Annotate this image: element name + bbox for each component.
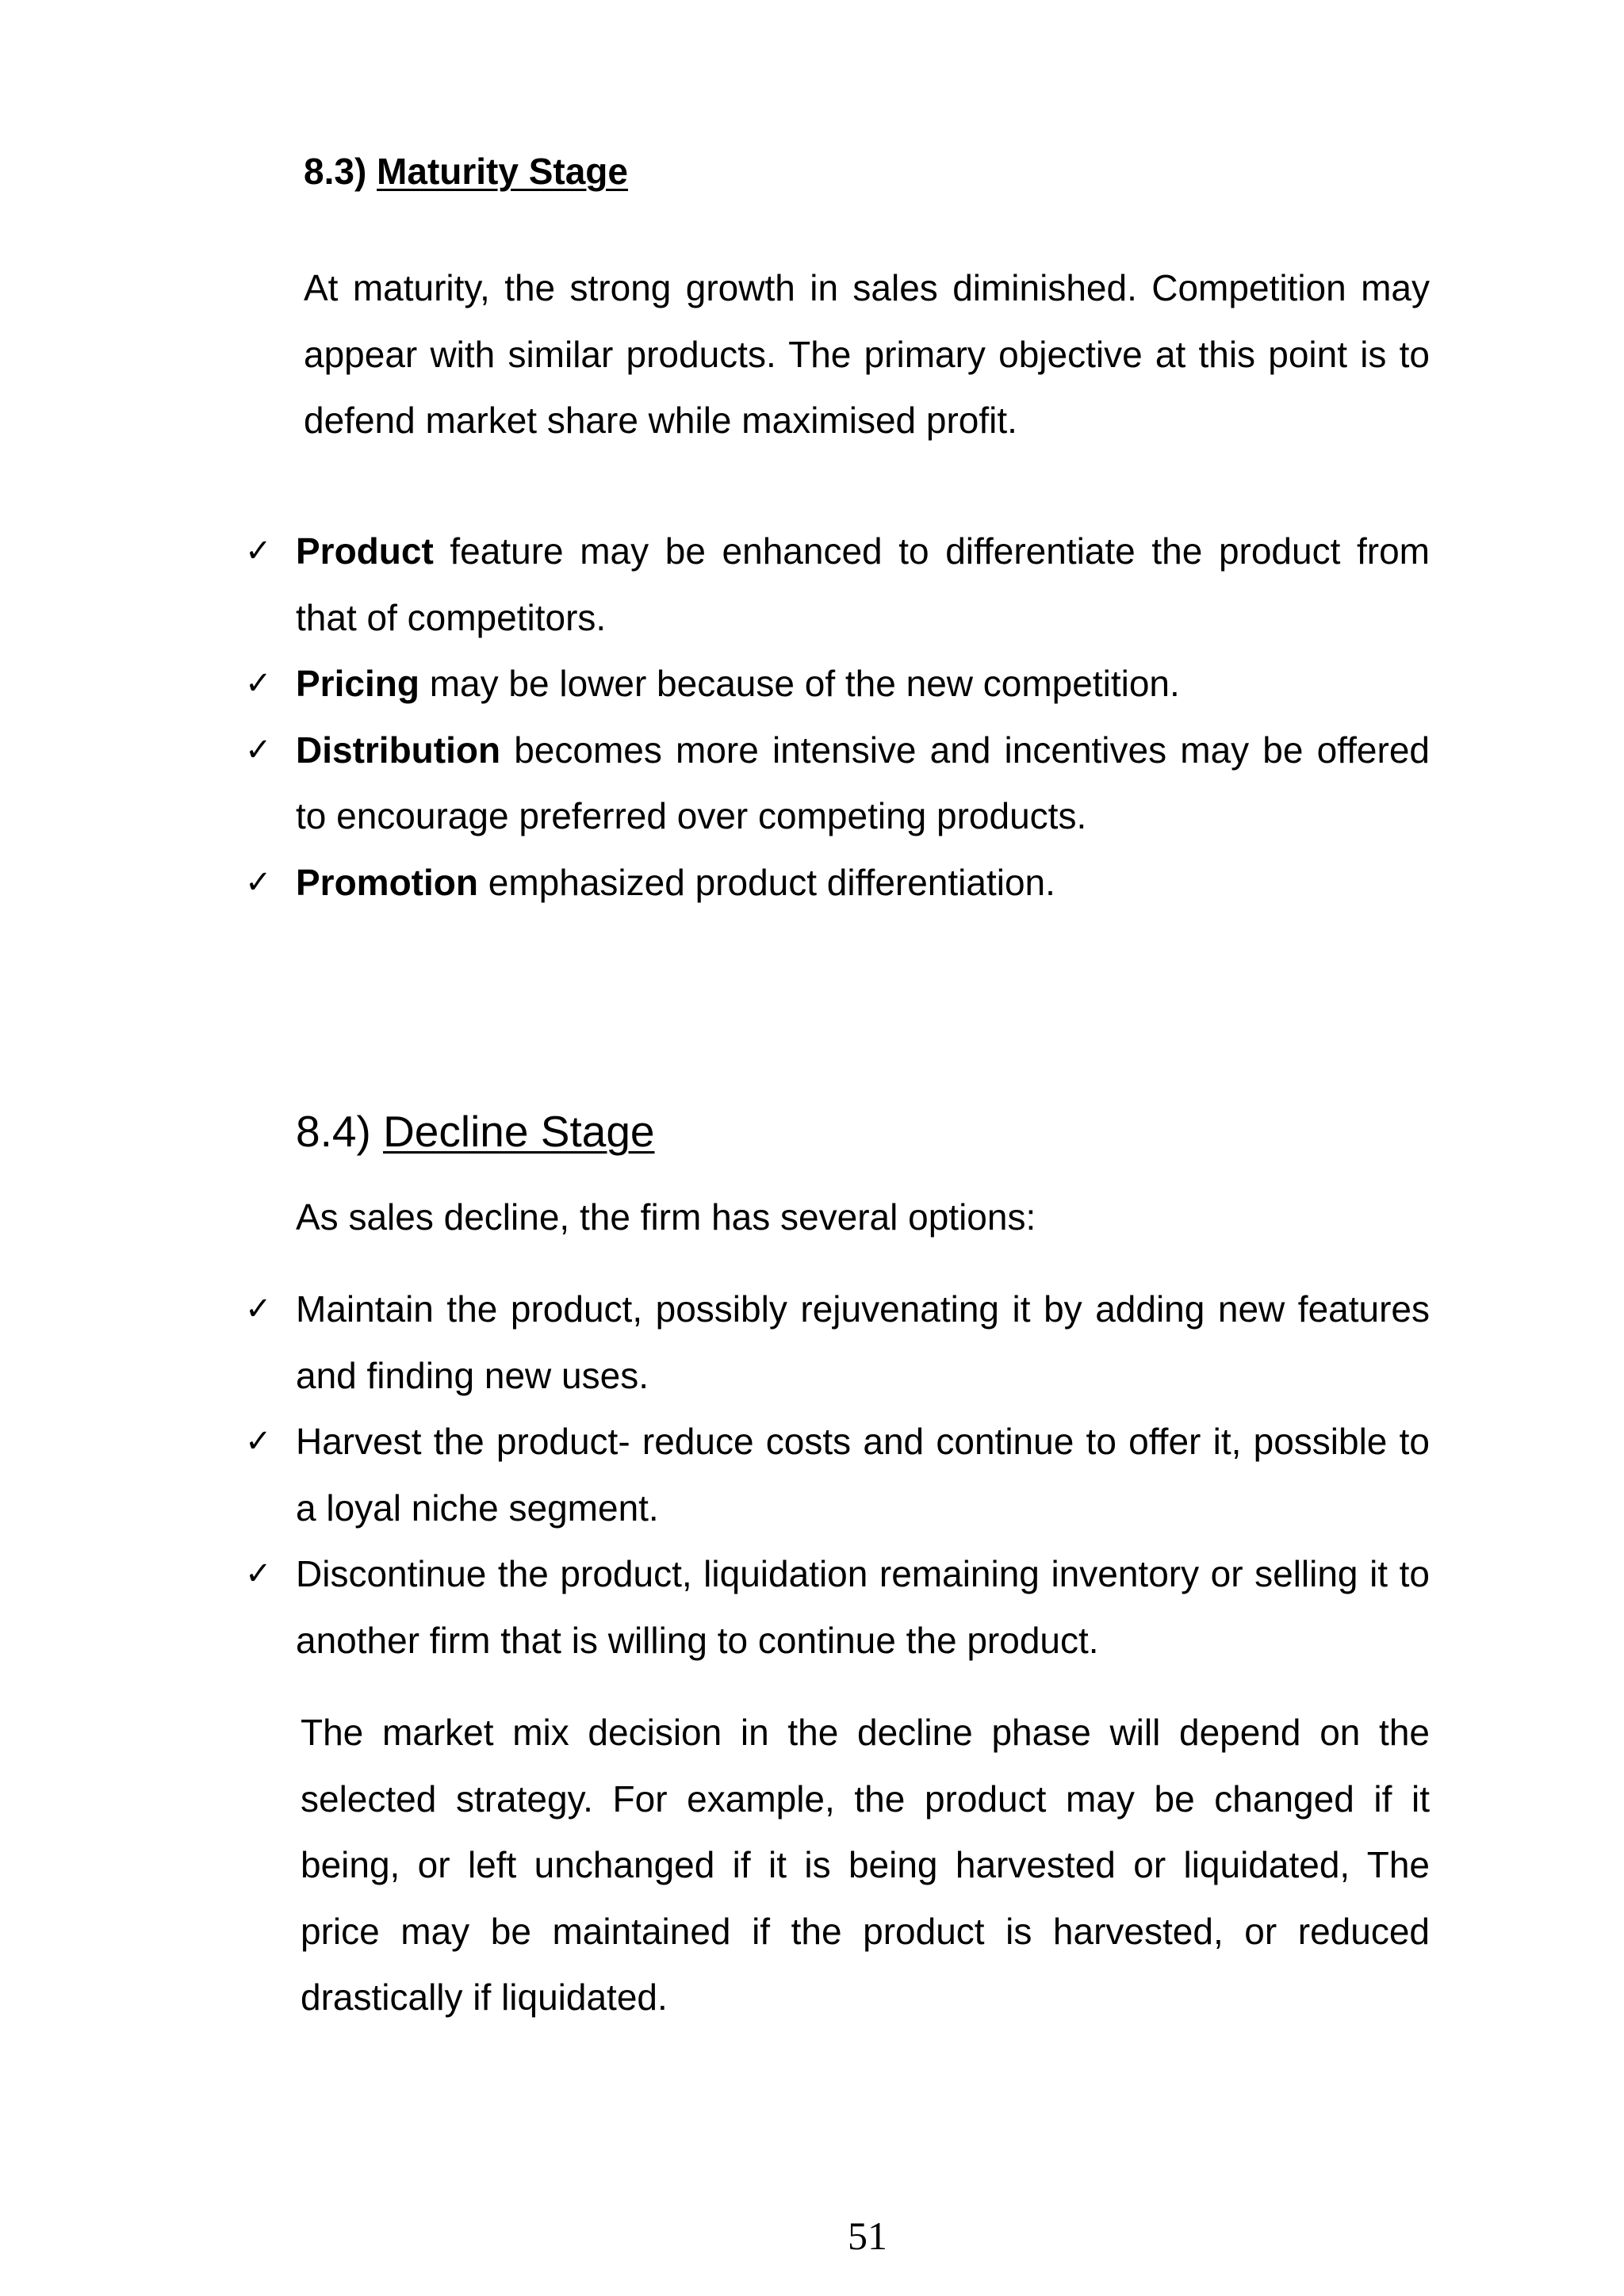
checkmark-icon: ✓ <box>245 1423 272 1460</box>
decline-bullet-list <box>245 1276 1430 1674</box>
checkmark-icon: ✓ <box>245 1556 272 1592</box>
decline-bullet-discontinue <box>245 1541 1430 1674</box>
bullet-text: may be lower because of the new competition. <box>419 663 1180 704</box>
bullet-keyword: Pricing <box>296 663 419 704</box>
bullet-text: Harvest the product- reduce costs and continue to offer it, possible to a loyal niche segment. <box>296 1421 1430 1529</box>
checkmark-icon: ✓ <box>245 1291 272 1327</box>
maturity-heading-number: 8.3) <box>304 151 367 192</box>
maturity-paragraph: At maturity, the strong growth in sales diminished. Competition may appear with similar products. The primary objective at this point is to defend market share while maximised profit. <box>304 267 1430 441</box>
bullet-keyword: Distribution <box>296 729 501 771</box>
decline-intro: As sales decline, the firm has several options: <box>296 1196 1036 1238</box>
bullet-text: feature may be enhanced to differentiate the product from that of competitors. <box>296 530 1430 638</box>
bullet-text: Discontinue the product, liquidation remaining inventory or selling it to another firm that is willing to continue the product. <box>296 1553 1430 1661</box>
checkmark-icon: ✓ <box>245 863 272 901</box>
bullet-keyword: Product <box>296 530 434 572</box>
maturity-bullet-product <box>245 519 1430 651</box>
decline-heading <box>296 1104 655 1159</box>
checkmark-icon: ✓ <box>245 533 272 569</box>
bullet-text: emphasized product differentiation. <box>477 861 1055 903</box>
maturity-bullet-distribution <box>245 718 1430 850</box>
decline-bullet-maintain <box>245 1276 1430 1409</box>
checkmark-icon: ✓ <box>245 731 272 768</box>
maturity-heading-title: Maturity Stage <box>377 151 628 192</box>
decline-paragraph: The market mix decision in the decline phase will depend on the selected strategy. For example, the product may be changed if it being, or left unchanged if it is being harvested or liquidated, The price may be maintained if the product is harvested, or reduced drastically if liquidated. <box>301 1712 1430 2018</box>
maturity-bullet-promotion <box>245 850 1430 916</box>
maturity-heading <box>304 147 628 195</box>
bullet-keyword: Promotion <box>296 861 478 903</box>
bullet-text: Maintain the product, possibly rejuvenating it by adding new features and finding new uses. <box>296 1288 1430 1396</box>
maturity-bullet-list <box>245 519 1430 916</box>
bullet-text: becomes more intensive and incentives may be offered to encourage preferred over competing products. <box>296 729 1430 836</box>
decline-heading-number: 8.4) <box>296 1107 371 1156</box>
maturity-bullet-pricing <box>245 651 1430 718</box>
decline-bullet-harvest <box>245 1409 1430 1541</box>
page-number: 51 <box>848 2214 887 2258</box>
checkmark-icon: ✓ <box>245 665 272 702</box>
decline-heading-title: Decline Stage <box>383 1107 655 1156</box>
